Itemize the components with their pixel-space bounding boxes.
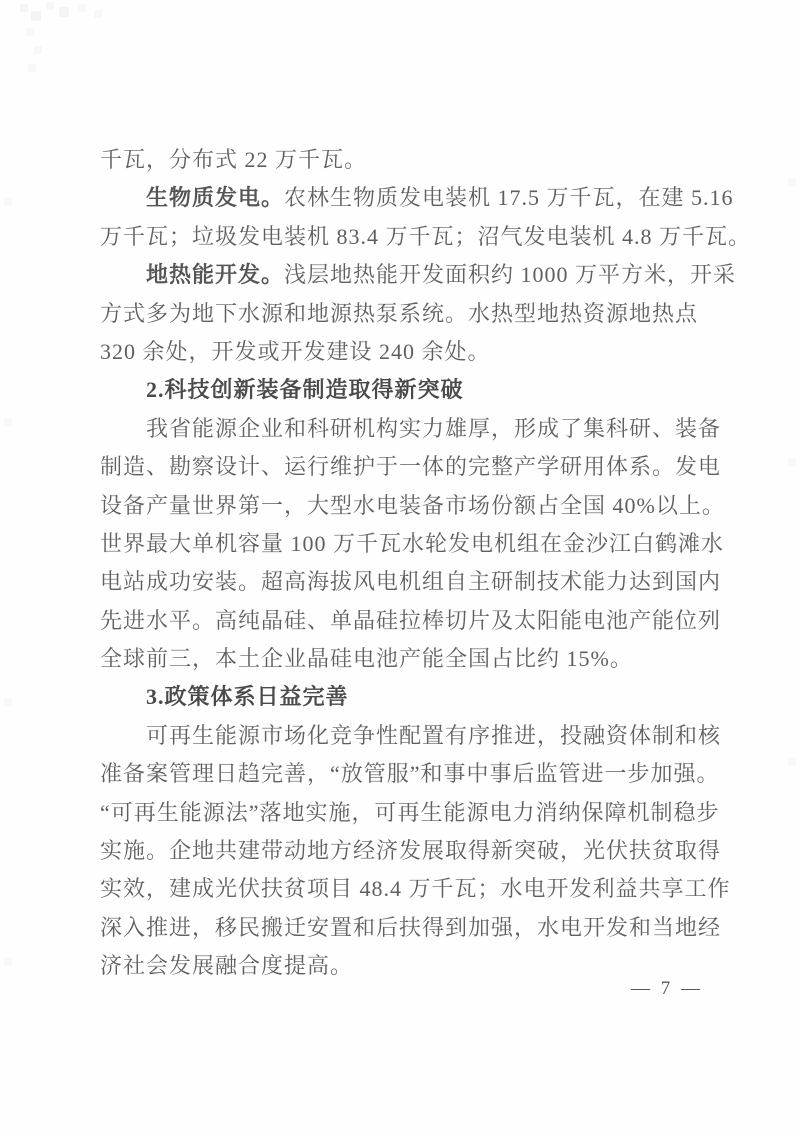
line-text: 可再生能源市场化竞争性配置有序推进，投融资体制和核 bbox=[146, 722, 722, 748]
line-text: 世界最大单机容量 100 万千瓦水轮发电机组在金沙江白鹤滩水 bbox=[100, 530, 725, 556]
paragraph-lead: 生物质发电。 bbox=[146, 185, 285, 211]
paragraph-start-line bbox=[100, 179, 734, 217]
line-text: 320 余处，开发或开发建设 240 余处。 bbox=[100, 338, 491, 364]
text-line bbox=[100, 448, 720, 486]
line-text: 实施。企地共建带动地方经济发展取得新突破，光伏扶贫取得 bbox=[100, 838, 722, 864]
text-line bbox=[100, 794, 720, 832]
text-line bbox=[100, 602, 720, 640]
heading-text: 3.政策体系日益完善 bbox=[146, 684, 349, 710]
text-line bbox=[100, 218, 752, 256]
line-text: 电站成功安装。超高海拔风电机组自主研制技术能力达到国内 bbox=[100, 569, 722, 595]
line-text: 万千瓦；垃圾发电装机 83.4 万千瓦；沼气发电装机 4.8 万千瓦。 bbox=[100, 223, 752, 249]
paragraph-start-line bbox=[100, 410, 720, 448]
paragraph-lead: 地热能开发。 bbox=[146, 262, 285, 288]
line-text: 设备产量世界第一，大型水电装备市场份额占全国 40%以上。 bbox=[100, 492, 725, 518]
line-text: 农林生物质发电装机 17.5 万千瓦，在建 5.16 bbox=[284, 185, 734, 211]
paragraph-start-line bbox=[100, 717, 720, 755]
scan-noise-speckles bbox=[0, 0, 4, 4]
line-text: 深入推进，移民搬迁安置和后扶得到加强，水电开发和当地经 bbox=[100, 914, 722, 940]
text-line bbox=[100, 487, 725, 525]
line-text: 千瓦，分布式 22 万千瓦。 bbox=[100, 147, 368, 172]
document-text-block bbox=[100, 141, 752, 986]
text-line bbox=[100, 295, 720, 333]
line-text: “可再生能源法”落地实施，可再生能源电力消纳保障机制稳步 bbox=[100, 799, 720, 825]
text-line bbox=[100, 333, 720, 371]
line-text: 方式多为地下水源和地源热泵系统。水热型地热资源地热点 bbox=[100, 300, 699, 326]
section-heading-2 bbox=[100, 371, 720, 409]
paragraph-start-line bbox=[100, 256, 737, 294]
text-line bbox=[100, 640, 720, 678]
text-line bbox=[100, 909, 720, 947]
line-text: 制造、勘察设计、运行维护于一体的完整产学研用体系。发电 bbox=[100, 454, 722, 480]
text-line bbox=[100, 832, 720, 870]
line-text: 浅层地热能开发面积约 1000 万平方米，开采 bbox=[284, 262, 737, 288]
line-text: 我省能源企业和科研机构实力雄厚，形成了集科研、装备 bbox=[146, 415, 722, 441]
text-line bbox=[100, 141, 720, 179]
page-number: — 7 — bbox=[631, 978, 703, 999]
text-line bbox=[100, 525, 725, 563]
line-text: 先进水平。高纯晶硅、单晶硅拉棒切片及太阳能电池产能位列 bbox=[100, 607, 722, 633]
text-line bbox=[100, 870, 731, 908]
text-line bbox=[100, 755, 720, 793]
section-heading-3 bbox=[100, 678, 720, 716]
heading-text: 2.科技创新装备制造取得新突破 bbox=[146, 377, 464, 403]
line-text: 济社会发展融合度提高。 bbox=[100, 953, 354, 979]
text-line bbox=[100, 563, 720, 601]
line-text: 实效，建成光伏扶贫项目 48.4 万千瓦；水电开发利益共享工作 bbox=[100, 876, 731, 902]
line-text: 准备案管理日趋完善，“放管服”和事中事后监管进一步加强。 bbox=[100, 761, 720, 787]
line-text: 全球前三，本土企业晶硅电池产能全国占比约 15%。 bbox=[100, 646, 633, 672]
